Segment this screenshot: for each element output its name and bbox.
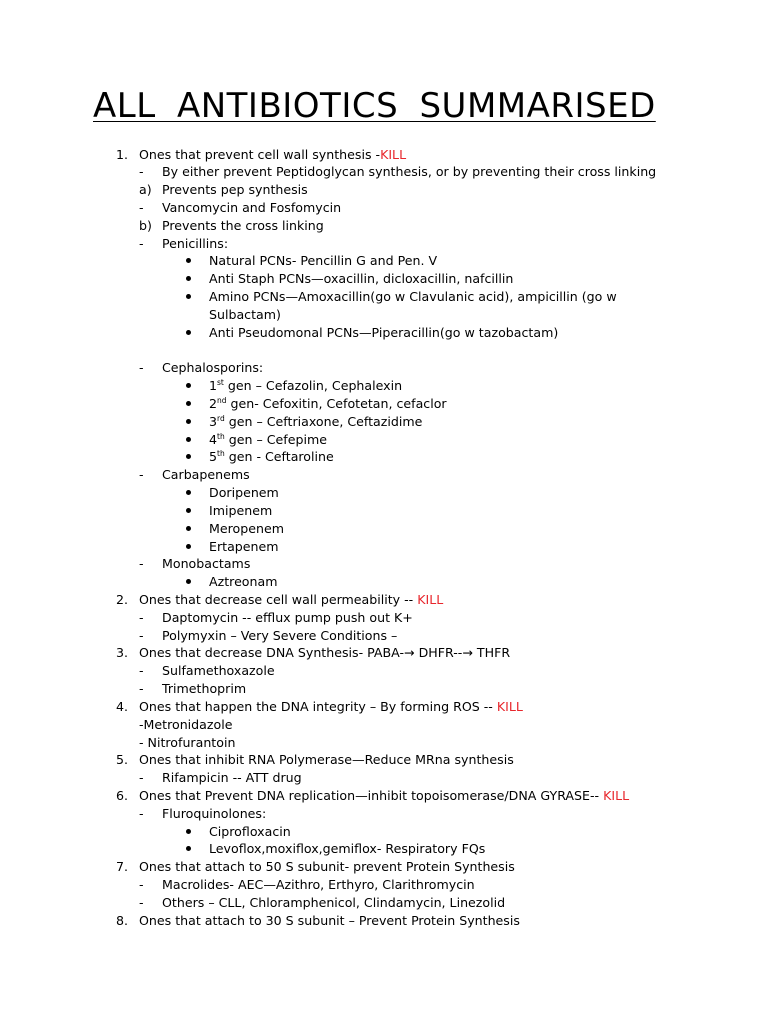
item-text: Carbapenems (162, 467, 250, 483)
item-text: Natural PCNs- Pencillin G and Pen. V (209, 253, 438, 269)
dash-marker: - (139, 770, 144, 786)
item-text: - Nitrofurantoin (139, 734, 236, 750)
kill-label: KILL (380, 146, 407, 162)
item-text (209, 395, 447, 413)
dash-marker: - (139, 235, 144, 251)
dash-marker: - (139, 164, 144, 180)
bullet-icon (186, 383, 191, 388)
item-text: Ciprofloxacin (209, 823, 291, 839)
item-label: gen - Ceftaroline (224, 449, 334, 465)
item-label: Prevents pep synthesis (162, 182, 308, 198)
item-label: gen – Cefazolin, Cephalexin (223, 378, 403, 394)
item-text (209, 377, 402, 395)
item-text (162, 217, 324, 235)
item-text: Vancomycin and Fosfomycin (162, 199, 342, 215)
item-text: Meropenem (209, 520, 284, 536)
list-marker: 5. (116, 752, 129, 768)
bullet-icon (186, 401, 191, 406)
item-text: Sulbactam) (209, 306, 281, 322)
generation-number: 1 (209, 378, 218, 394)
bullet-icon (186, 258, 191, 263)
item-text: Others – CLL, Chloramphenicol, Clindamycin, Linezolid (162, 894, 506, 910)
item-text (162, 181, 308, 199)
item-label: gen – Cefepime (224, 431, 327, 447)
item-text: Amino PCNs—Amoxacillin(go w Clavulanic acid), ampicillin (go w (209, 289, 617, 305)
item-text: Levoflox,moxiflox,gemiflox- Respiratory FQs (209, 841, 486, 857)
kill-label: KILL (417, 592, 444, 607)
bullet-icon (186, 330, 191, 335)
item-text (139, 912, 520, 930)
item-text (209, 413, 422, 431)
item-text: Polymyxin – Very Severe Conditions – (162, 627, 398, 643)
item-text (139, 751, 514, 769)
item-label: Ones that attach to 50 S subunit- prevent Protein Synthesis (139, 859, 515, 875)
item-label: Ones that attach to 30 S subunit – Prevent Protein Synthesis (139, 912, 520, 928)
item-text (139, 858, 515, 876)
dash-marker: - (139, 199, 144, 215)
list-marker: 4. (116, 698, 129, 714)
bullet-icon (186, 490, 191, 495)
item-label: Ones that inhibit RNA Polymerase—Reduce MRna synthesis (139, 752, 514, 768)
item-text (139, 591, 443, 609)
item-text: Monobactams (162, 556, 251, 572)
bullet-icon (186, 437, 191, 442)
page-title: ALL ANTIBIOTICS SUMMARISED (93, 86, 656, 126)
item-text: Anti Staph PCNs—oxacillin, dicloxacillin, nafcillin (209, 271, 514, 287)
bullet-icon (186, 579, 191, 584)
item-label: Ones that decrease cell wall permeability -- (139, 592, 418, 607)
item-label: Ones that decrease DNA Synthesis- PABA-→ DHFR--→ THFR (139, 645, 511, 661)
dash-marker: - (139, 467, 144, 483)
bullet-icon (186, 526, 191, 531)
item-label: gen- Cefoxitin, Cefotetan, cefaclor (226, 395, 447, 411)
generation-number: 4 (209, 431, 218, 447)
item-text: Doripenem (209, 485, 279, 501)
ordinal-suffix: st (217, 378, 224, 388)
item-text: By either prevent Peptidoglycan synthesis, or by preventing their cross linking (162, 164, 657, 180)
kill-label: KILL (496, 698, 523, 714)
ordinal-suffix: nd (217, 395, 227, 405)
dash-marker: - (139, 877, 144, 893)
item-label: Ones that happen the DNA integrity – By forming ROS -- (139, 698, 497, 714)
generation-number: 2 (209, 395, 218, 411)
item-label: Ones that prevent cell wall synthesis - (139, 146, 381, 162)
list-marker: 6. (116, 788, 129, 804)
bullet-icon (186, 276, 191, 281)
item-text: Trimethoprim (162, 681, 247, 697)
dash-marker: - (139, 360, 144, 376)
dash-marker: - (139, 805, 144, 821)
list-marker: b) (139, 217, 152, 233)
generation-number: 5 (209, 449, 218, 465)
dash-marker: - (139, 894, 144, 910)
item-label: Ones that Prevent DNA replication—inhibit topoisomerase/DNA GYRASE-- (139, 788, 604, 804)
ordinal-suffix: rd (217, 413, 225, 423)
list-marker: 2. (116, 592, 129, 607)
dash-marker: - (139, 556, 144, 572)
list-marker: 3. (116, 645, 129, 661)
generation-number: 3 (209, 413, 218, 429)
dash-marker: - (139, 663, 144, 679)
bullet-icon (186, 544, 191, 549)
item-text (139, 787, 629, 805)
bullet-icon (186, 829, 191, 834)
item-text: Aztreonam (209, 574, 278, 590)
ordinal-suffix: th (217, 449, 225, 459)
item-label: gen – Ceftriaxone, Ceftazidime (224, 413, 423, 429)
item-text (209, 448, 334, 466)
item-text: -Metronidazole (139, 716, 233, 732)
item-text: Penicillins: (162, 235, 229, 251)
bullet-icon (186, 419, 191, 424)
item-text: Imipenem (209, 502, 273, 518)
dash-marker: - (139, 609, 144, 625)
kill-label: KILL (603, 788, 630, 804)
bullet-icon (186, 508, 191, 513)
item-text: Daptomycin -- efflux pump push out K+ (162, 609, 413, 625)
item-text: Rifampicin -- ATT drug (162, 770, 302, 786)
item-text (139, 146, 406, 164)
item-text (209, 431, 327, 449)
list-marker: 8. (116, 912, 129, 928)
item-text: Cephalosporins: (162, 360, 264, 376)
item-text: Macrolides- AEC—Azithro, Erthyro, Clarithromycin (162, 877, 475, 893)
item-text (139, 644, 510, 662)
ordinal-suffix: th (217, 431, 225, 441)
list-marker: 7. (116, 859, 129, 875)
item-text: Anti Pseudomonal PCNs—Piperacillin(go w tazobactam) (209, 324, 559, 340)
item-text: Ertapenem (209, 538, 279, 554)
list-marker: a) (139, 182, 152, 198)
list-marker: 1. (116, 146, 129, 162)
item-text: Fluroquinolones: (162, 805, 267, 821)
bullet-icon (186, 454, 191, 459)
bullet-icon (186, 294, 191, 299)
bullet-icon (186, 846, 191, 851)
dash-marker: - (139, 681, 144, 697)
item-text (139, 698, 523, 716)
item-text: Sulfamethoxazole (162, 663, 275, 679)
item-label: Prevents the cross linking (162, 217, 324, 233)
dash-marker: - (139, 627, 144, 643)
